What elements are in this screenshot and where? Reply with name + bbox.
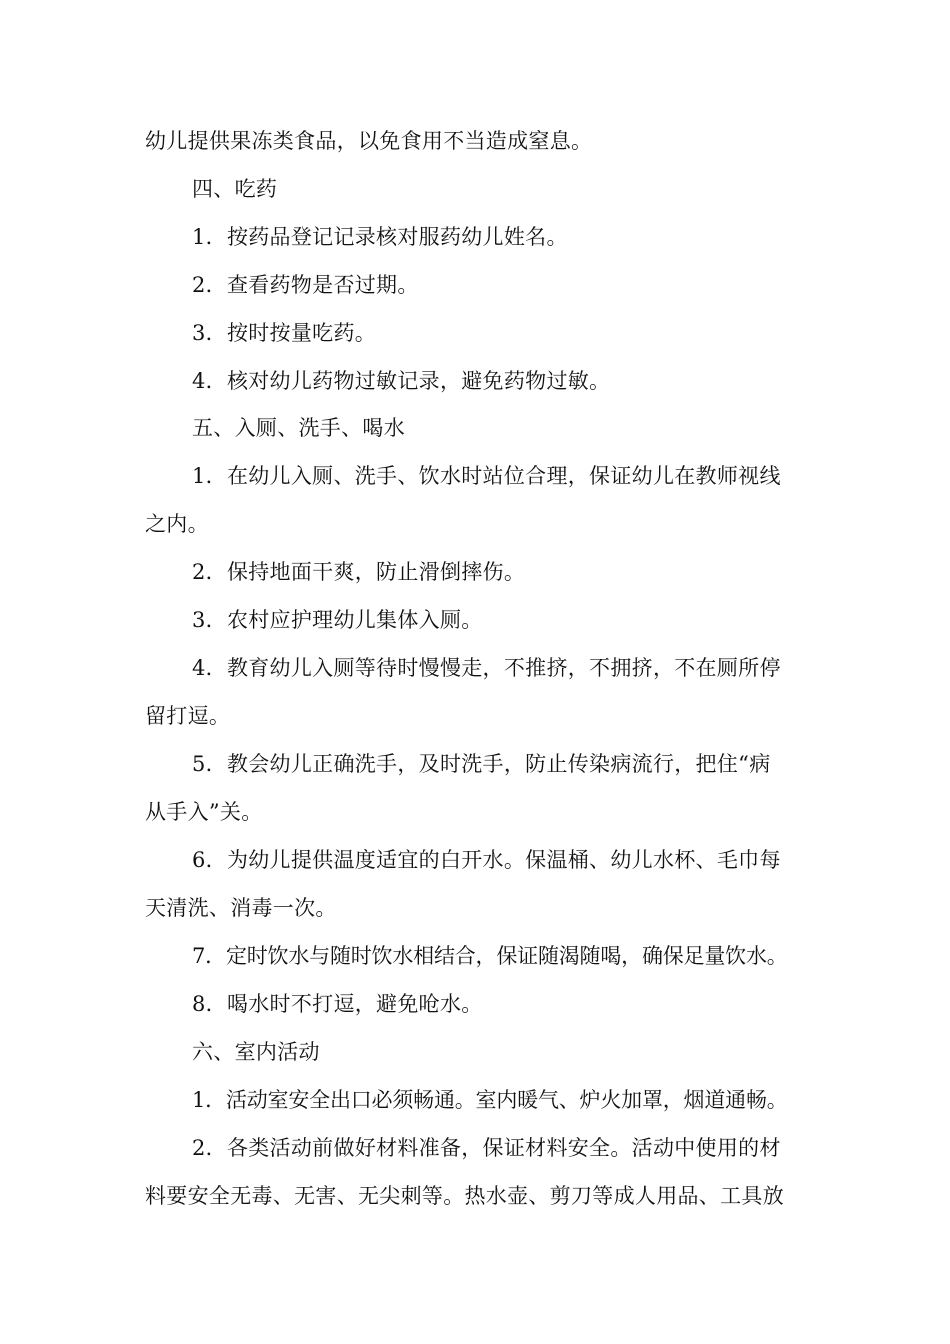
list-item-continuation: 留打逗。 xyxy=(145,704,231,728)
list-item: 1．活动室安全出口必须畅通。室内暖气、炉火加罩，烟道通畅。 xyxy=(192,1088,788,1112)
list-item-continuation: 料要安全无毒、无害、无尖刺等。热水壶、剪刀等成人用品、工具放 xyxy=(145,1184,784,1208)
list-item: 2．查看药物是否过期。 xyxy=(192,273,419,297)
section-heading-indoor-activities: 六、室内活动 xyxy=(192,1040,320,1064)
list-item: 1．在幼儿入厕、洗手、饮水时站位合理，保证幼儿在教师视线 xyxy=(192,464,781,488)
list-item: 2．各类活动前做好材料准备，保证材料安全。活动中使用的材 xyxy=(192,1136,781,1160)
list-item-continuation: 从手入”关。 xyxy=(145,800,263,824)
body-text-line: 幼儿提供果冻类食品，以免食用不当造成窒息。 xyxy=(145,129,593,153)
list-item: 2．保持地面干爽，防止滑倒摔伤。 xyxy=(192,560,526,584)
list-item: 3．农村应护理幼儿集体入厕。 xyxy=(192,608,483,632)
list-item: 1．按药品登记记录核对服药幼儿姓名。 xyxy=(192,225,568,249)
list-item-continuation: 天清洗、消毒一次。 xyxy=(145,896,337,920)
list-item: 7．定时饮水与随时饮水相结合，保证随渴随喝，确保足量饮水。 xyxy=(192,944,788,968)
list-item: 5．教会幼儿正确洗手，及时洗手，防止传染病流行，把住“病 xyxy=(192,752,771,776)
list-item-continuation: 之内。 xyxy=(145,512,209,536)
list-item: 4．教育幼儿入厕等待时慢慢走，不推挤，不拥挤，不在厕所停 xyxy=(192,656,781,680)
list-item: 6．为幼儿提供温度适宜的白开水。保温桶、幼儿水杯、毛巾每 xyxy=(192,848,781,872)
section-heading-medication: 四、吃药 xyxy=(192,177,278,201)
list-item: 4．核对幼儿药物过敏记录，避免药物过敏。 xyxy=(192,369,611,393)
list-item: 3．按时按量吃药。 xyxy=(192,321,377,345)
section-heading-toilet-handwash-water: 五、入厕、洗手、喝水 xyxy=(192,416,405,440)
list-item: 8．喝水时不打逗，避免呛水。 xyxy=(192,992,483,1016)
